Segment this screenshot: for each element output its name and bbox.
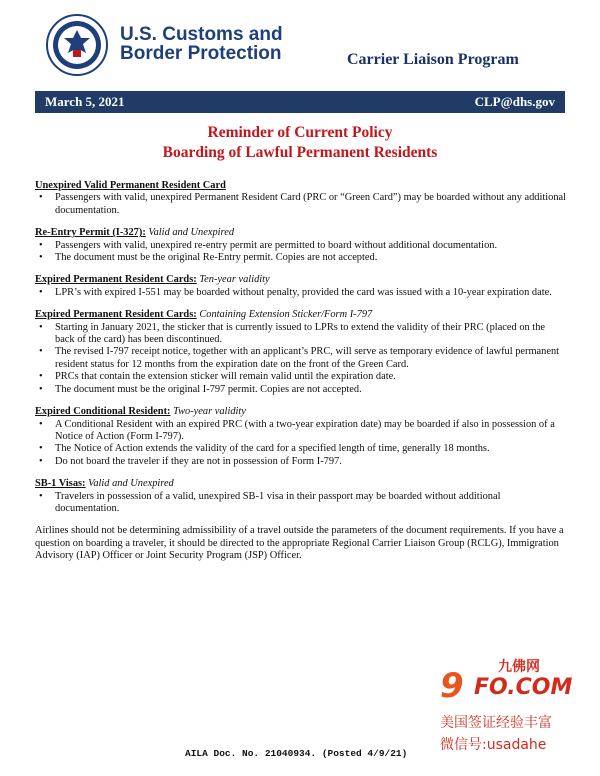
watermark xyxy=(436,656,586,766)
agency-name xyxy=(120,25,283,63)
section-heading-label: SB-1 Visas: xyxy=(35,478,86,490)
letterhead xyxy=(0,0,600,90)
watermark-slogan: 美国签证经验丰富 xyxy=(440,715,552,731)
bullet-list xyxy=(35,419,567,469)
section-heading-qualifier: Two-year validity xyxy=(173,406,246,418)
closing-paragraph: Airlines should not be determining admissibility of a travel outside the parameters of the document requirements. If you have a question on boarding a traveler, it should be directed to the appropriate Regional Carrier Liaison Group (RCLG), Immigration Advisory (IAP) Officer or Joint Security Program (JSP) Officer. xyxy=(35,525,564,562)
list-item: • A Conditional Resident with an expired PRC (with a two-year expiration date) may be boarded if also in possession of a Notice of Action (Form I-797). xyxy=(55,419,567,444)
section-heading-label: Re-Entry Permit (I-327): xyxy=(35,227,146,239)
section-sb1-visas xyxy=(35,478,567,515)
list-item: • The document must be the original I-797 permit. Copies are not accepted. xyxy=(55,384,567,396)
list-item: • PRCs that contain the extension sticker will remain valid until the expiration date. xyxy=(55,371,567,383)
list-item: • LPR’s with expired I-551 may be boarded without penalty, provided the card was issued with a 10-year expiration date. xyxy=(55,287,567,299)
section-expired-prc-ten-year xyxy=(35,274,567,299)
agency-line-2: Border Protection xyxy=(120,43,282,64)
list-item: • Passengers with valid, unexpired Permanent Resident Card (PRC or “Green Card”) may be boarded without any additional documentation. xyxy=(55,192,567,217)
title-line-1: Reminder of Current Policy xyxy=(207,124,393,141)
section-heading-qualifier: Valid and Unexpired xyxy=(88,478,174,490)
section-heading-qualifier: Ten-year validity xyxy=(199,274,270,286)
section-heading xyxy=(35,406,567,418)
bullet-list xyxy=(35,192,567,217)
section-conditional-resident xyxy=(35,406,567,468)
list-item: • Passengers with valid, unexpired re-entry permit are permitted to board without additional documentation. xyxy=(55,240,567,252)
section-heading-label: Expired Conditional Resident: xyxy=(35,406,171,418)
section-reentry-permit xyxy=(35,227,567,264)
section-heading xyxy=(35,478,567,490)
list-item: • Travelers in possession of a valid, unexpired SB-1 visa in their passport may be boarded without additional documentation. xyxy=(55,491,567,516)
cbp-seal-icon xyxy=(46,14,108,76)
section-heading xyxy=(35,309,567,321)
watermark-site-name: 九佛网 xyxy=(498,659,540,675)
section-heading xyxy=(35,227,567,239)
watermark-wechat: 微信号:usadahe xyxy=(440,737,547,753)
watermark-logo-text: FO.COM xyxy=(474,675,573,700)
bullet-list xyxy=(35,240,567,265)
list-item: • The revised I-797 receipt notice, together with an applicant’s PRC, will serve as temporary evidence of lawful permanent resident status for 12 months from the expiration date on the front of the Green Card. xyxy=(55,346,567,371)
list-item: • Do not board the traveler if they are not in possession of Form I-797. xyxy=(55,456,567,468)
program-name: Carrier Liaison Program xyxy=(347,51,519,68)
list-item: • The Notice of Action extends the validity of the card for a specified length of time, generally 18 months. xyxy=(55,443,567,455)
list-item: • The document must be the original Re-Entry permit. Copies are not accepted. xyxy=(55,252,567,264)
agency-line-1: U.S. Customs and xyxy=(120,24,283,45)
section-heading-label: Expired Permanent Resident Cards: xyxy=(35,309,197,321)
section-heading-qualifier: Containing Extension Sticker/Form I-797 xyxy=(199,309,373,321)
date-banner xyxy=(35,91,565,113)
bullet-list xyxy=(35,287,567,299)
page-title xyxy=(0,123,600,163)
section-heading-qualifier: Valid and Unexpired xyxy=(148,227,235,239)
bullet-list xyxy=(35,322,567,396)
section-heading-label: Unexpired Valid Permanent Resident Card xyxy=(35,180,226,191)
aila-doc-footer: AILA Doc. No. 21040934. (Posted 4/9/21) xyxy=(185,748,408,759)
section-heading xyxy=(35,274,567,286)
list-item: • Starting in January 2021, the sticker that is currently issued to LPRs to extend the validity of their PRC (placed on the back of the card) has been discontinued. xyxy=(55,322,567,347)
policy-content xyxy=(35,180,567,563)
watermark-logo-9: 9 xyxy=(440,666,464,706)
section-heading-label: Expired Permanent Resident Cards: xyxy=(35,274,197,286)
title-line-2: Boarding of Lawful Permanent Residents xyxy=(162,144,438,161)
section-unexpired-prc xyxy=(35,180,567,217)
section-heading xyxy=(35,180,567,192)
notice-date: March 5, 2021 xyxy=(45,94,125,109)
bullet-list xyxy=(35,491,567,516)
section-expired-prc-sticker xyxy=(35,309,567,396)
contact-email: CLP@dhs.gov xyxy=(474,94,555,109)
